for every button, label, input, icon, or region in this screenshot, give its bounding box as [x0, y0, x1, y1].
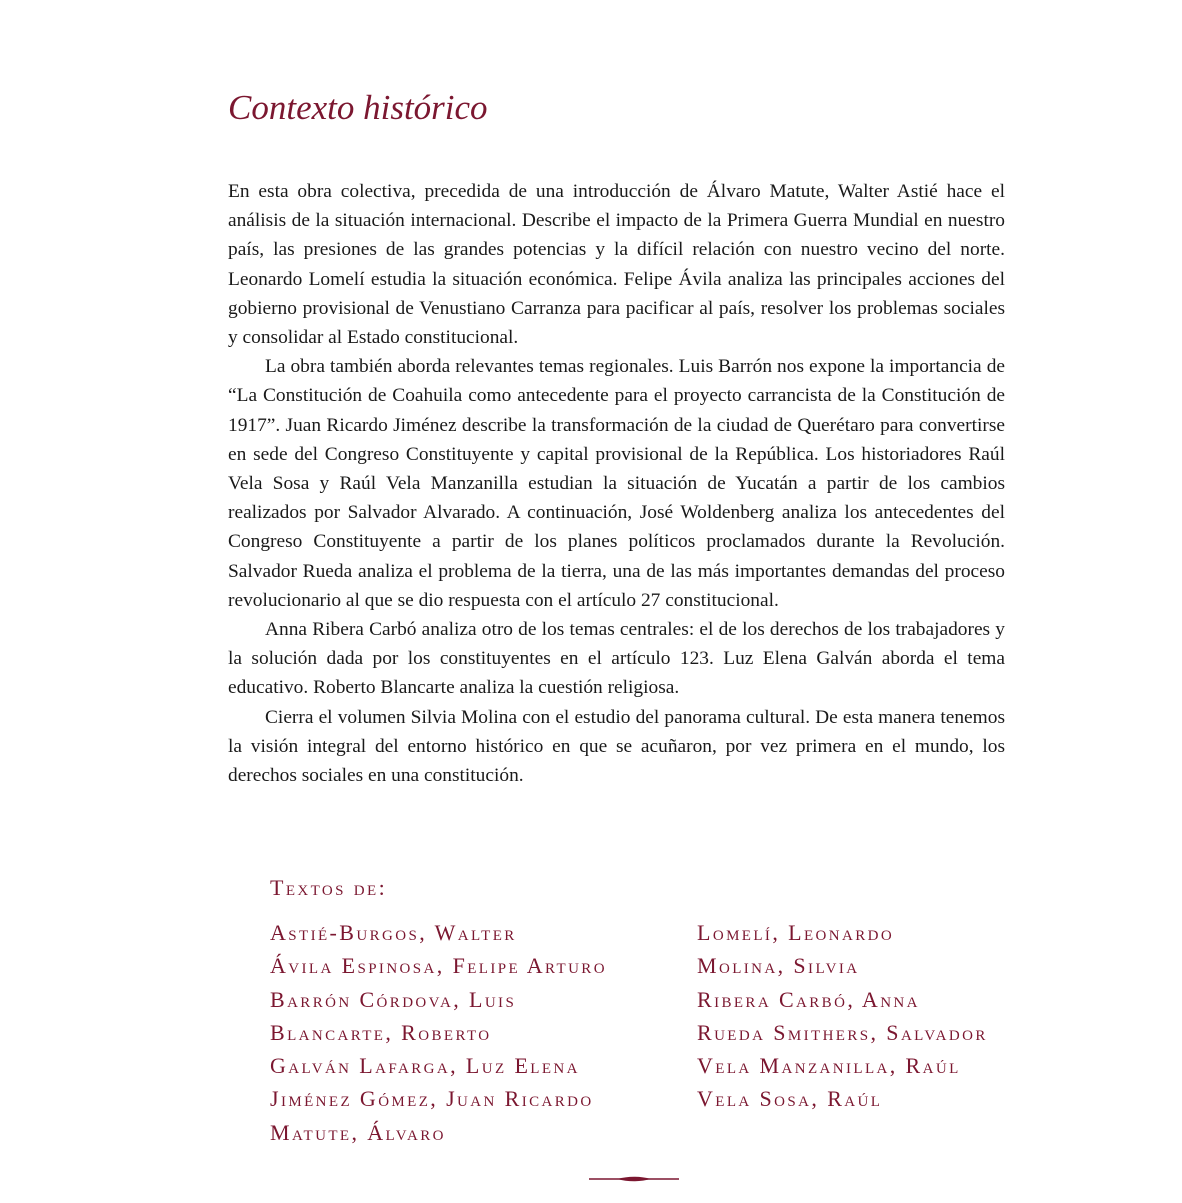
authors-left-column: [270, 916, 607, 1149]
author-name: Astié-Burgos, Walter: [270, 920, 517, 945]
author-name: Ribera Carbó, Anna: [697, 986, 920, 1012]
author-name: Jiménez Gómez, Juan Ricardo: [270, 1086, 594, 1112]
author-name: Ávila Espinosa, Felipe Arturo: [270, 953, 607, 979]
author-name: Vela Manzanilla, Raúl: [697, 1053, 961, 1079]
body-text: [228, 177, 1005, 790]
author-name: Blancarte, Roberto: [270, 1019, 492, 1045]
diamond-rule-ornament-icon: [589, 1173, 679, 1185]
author-name: Vela Sosa, Raúl: [697, 1086, 883, 1112]
authors-right-column: [697, 916, 988, 1116]
author-name: Matute, Álvaro: [270, 1119, 446, 1145]
paragraph-4: Cierra el volumen Silvia Molina con el estudio del panorama cultural. De esta manera tenemos la visión integral del entorno histórico en que se acuñaron, por vez primera en el mundo, los derechos sociales en una constitución.: [228, 706, 1005, 787]
authors-credits: [270, 873, 1030, 1145]
author-name: Galván Lafarga, Luz Elena: [270, 1053, 580, 1079]
author-name: Lomelí, Leonardo: [697, 920, 895, 945]
author-name: Barrón Córdova, Luis: [270, 986, 517, 1012]
author-name: Molina, Silvia: [697, 953, 860, 979]
page-title: Contexto histórico: [228, 88, 488, 127]
credits-heading: Textos de:: [270, 875, 388, 900]
paragraph-1: En esta obra colectiva, precedida de una introducción de Álvaro Matute, Walter Astié hace el análisis de la situación internacional. Describe el impacto de la Primera Guerra Mundial en nuestro país, las presiones de las grandes potencias y la difícil relación con nuestro vecino del norte. Leonardo Lomelí estudia la situación económica. Felipe Ávila analiza las principales acciones del gobierno provisional de Venustiano Carranza para pacificar al país, resolver los problemas sociales y consolidar al Estado constitucional.: [228, 181, 1005, 349]
paragraph-3: Anna Ribera Carbó analiza otro de los temas centrales: el de los derechos de los trabajadores y la solución dada por los constituyentes en el artículo 123. Luz Elena Galván aborda el tema educativo. Roberto Blancarte analiza la cuestión religiosa.: [228, 619, 1005, 699]
paragraph-2: La obra también aborda relevantes temas regionales. Luis Barrón nos expone la importancia de “La Constitución de Coahuila como antecedente para el proyecto carrancista de la Constitución de 1917”. Juan Ricardo Jiménez describe la transformación de la ciudad de Querétaro para convertirse en sede del Congreso Constituyente y capital provisional de la República. Los historiadores Raúl Vela Sosa y Raúl Vela Manzanilla estudian la situación de Yucatán a partir de los cambios realizados por Salvador Alvarado. A continuación, José Woldenberg analiza los antecedentes del Congreso Constituyente a partir de los planes políticos proclamados durante la Revolución. Salvador Rueda analiza el problema de la tierra, una de las más importantes demandas del proceso revolucionario al que se dio respuesta con el artículo 27 constitucional.: [228, 356, 1005, 611]
author-name: Rueda Smithers, Salvador: [697, 1019, 988, 1045]
